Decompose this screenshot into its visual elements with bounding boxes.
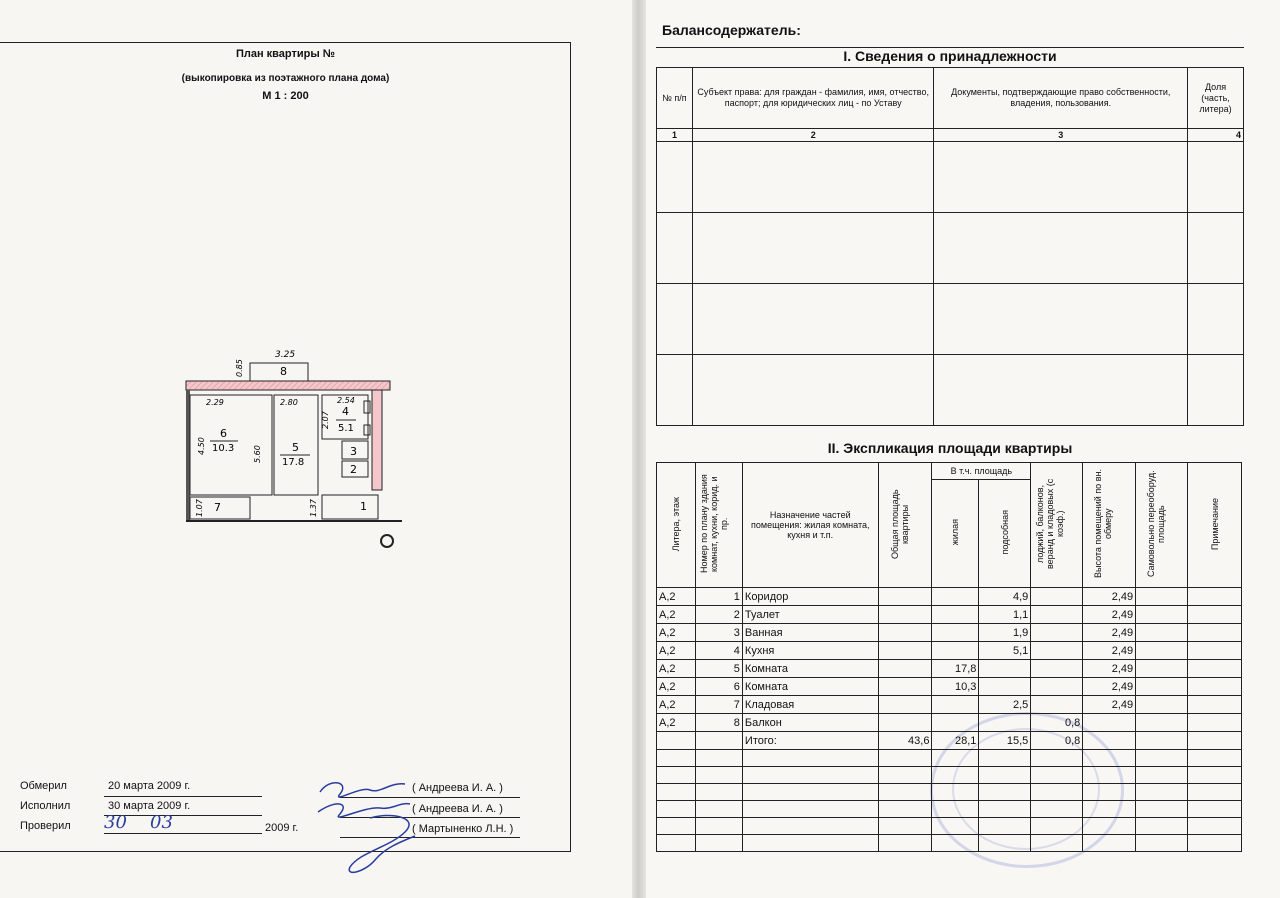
cell-total: [878, 696, 932, 714]
cell-num: 7: [695, 696, 742, 714]
room-number: 6: [220, 427, 227, 440]
cell-living: [932, 696, 979, 714]
totals-label: Итого:: [742, 732, 878, 750]
room-number: 3: [350, 445, 357, 458]
room-area: 10.3: [212, 443, 235, 454]
floor-plan-drawing: [182, 345, 402, 555]
measured-date: 20 марта 2009 г.: [108, 780, 191, 792]
col-header: № п/п: [657, 68, 693, 129]
cell-balcony: [1031, 696, 1083, 714]
room-area: 17.8: [282, 457, 305, 468]
cell-height: 2,49: [1083, 624, 1136, 642]
measured-name: ( Андреева И. А. ): [412, 782, 503, 794]
book-spine: [632, 0, 646, 898]
room-number: 1: [360, 500, 367, 513]
room-number: 4: [342, 405, 349, 418]
plan-title: План квартиры №: [235, 48, 336, 60]
cell-aux: 4,9: [979, 588, 1031, 606]
cell-name: Балкон: [742, 714, 878, 732]
col-header: Документы, подтверждающие право собственности, владения, пользования.: [934, 68, 1188, 129]
cell-total: [878, 588, 932, 606]
cell-height: 2,49: [1083, 588, 1136, 606]
cell-balcony: [1031, 588, 1083, 606]
cell-height: [1083, 714, 1136, 732]
cell-name: Кладовая: [742, 696, 878, 714]
outer-wall-left: [186, 390, 190, 520]
checked-month: 03: [150, 812, 173, 833]
cell-total: [878, 714, 932, 732]
cell-num: 5: [695, 660, 742, 678]
cell-name: Кухня: [742, 642, 878, 660]
col-header: Субъект права: для граждан - фамилия, имя, отчество, паспорт; для юридических лиц - по Уставу: [692, 68, 934, 129]
cell-num: 1: [695, 588, 742, 606]
checked-day: 30: [104, 812, 127, 833]
header-balcony: лоджий, балконов, веранд и кладовых (с коэф.): [1034, 478, 1065, 570]
cell-aux: 5,1: [979, 642, 1031, 660]
dim-label: 0.85: [235, 359, 244, 377]
dim-label: 2.29: [206, 398, 224, 407]
room-number: 7: [214, 501, 221, 514]
cell-height: 2,49: [1083, 642, 1136, 660]
table-row: [657, 624, 1242, 642]
cell-aux: [979, 660, 1031, 678]
cell-height: 2,49: [1083, 660, 1136, 678]
dim-label: 2.07: [321, 411, 330, 429]
cell-name: Комната: [742, 678, 878, 696]
dim-label: 2.80: [280, 398, 298, 407]
table-row: [657, 714, 1242, 732]
plan-subtitle: (выкопировка из поэтажного плана дома): [181, 73, 390, 84]
cell-num: 2: [695, 606, 742, 624]
table-row: [657, 588, 1242, 606]
cell-living: [932, 624, 979, 642]
outer-wall-right: [372, 390, 382, 490]
ownership-table: [656, 67, 1244, 426]
dim-label: 1.37: [309, 499, 318, 517]
dim-label: 5.60: [253, 445, 262, 463]
table-row: [657, 642, 1242, 660]
col-number: 4: [1188, 129, 1244, 142]
cell-total: [878, 642, 932, 660]
cell-name: Ванная: [742, 624, 878, 642]
cell-litera: А,2: [657, 678, 696, 696]
executed-date: 30 марта 2009 г.: [108, 800, 191, 812]
cell-height: 2,49: [1083, 606, 1136, 624]
executed-name: ( Андреева И. А. ): [412, 803, 503, 815]
header-note: Примечание: [1209, 497, 1220, 551]
cell-name: Туалет: [742, 606, 878, 624]
checked-name: ( Мартыненко Л.Н. ): [412, 823, 514, 835]
cell-litera: А,2: [657, 660, 696, 678]
room-area: 5.1: [338, 423, 354, 434]
header-height: Высота помещений по вн. обмеру: [1093, 469, 1114, 579]
dim-label: 4.50: [197, 437, 206, 455]
cell-total: [878, 678, 932, 696]
totals-row: [657, 732, 1242, 750]
room-number: 2: [350, 463, 357, 476]
cell-balcony: [1031, 624, 1083, 642]
header-purpose: Назначение частей помещения: жилая комната, кухня и т.п.: [742, 463, 878, 588]
cell-litera: А,2: [657, 714, 696, 732]
cell-num: 8: [695, 714, 742, 732]
section2-title: II. Экспликация площади квартиры: [827, 440, 1073, 456]
executed-label: Исполнил: [20, 800, 71, 812]
cell-balcony: [1031, 606, 1083, 624]
balcony-outline: [250, 363, 308, 381]
header-auxiliary: подсобная: [999, 510, 1010, 555]
cell-total: [878, 606, 932, 624]
balance-holder-label: Балансодержатель:: [662, 22, 801, 38]
col-number: 1: [657, 129, 693, 142]
totals-total: 43,6: [878, 732, 932, 750]
cell-litera: А,2: [657, 642, 696, 660]
handwritten-signature: [310, 772, 430, 882]
stairwell-marker: [381, 535, 393, 547]
cell-living: [932, 714, 979, 732]
header-litera: Литера, этаж: [670, 496, 681, 552]
cell-height: 2,49: [1083, 696, 1136, 714]
section1-title: I. Сведения о принадлежности: [843, 48, 1057, 64]
cell-aux: 2,5: [979, 696, 1031, 714]
cell-aux: [979, 714, 1031, 732]
totals-aux: 15,5: [979, 732, 1031, 750]
explication-table: [656, 462, 1242, 852]
header-number: Номер по плану здания комнат, кухни, корид. и пр.: [698, 474, 729, 574]
cell-litera: А,2: [657, 696, 696, 714]
cell-name: Коридор: [742, 588, 878, 606]
cell-total: [878, 624, 932, 642]
plan-scale: М 1 : 200: [262, 90, 309, 102]
cell-name: Комната: [742, 660, 878, 678]
cell-total: [878, 660, 932, 678]
cell-aux: 1,1: [979, 606, 1031, 624]
room-number: 5: [292, 441, 299, 454]
col-number: 2: [692, 129, 934, 142]
executed-date-line: [104, 815, 262, 816]
cell-balcony: [1031, 678, 1083, 696]
checked-year: 2009 г.: [265, 822, 299, 834]
cell-living: 10,3: [932, 678, 979, 696]
checked-label: Проверил: [20, 820, 71, 832]
col-header: Доля (часть, литера): [1188, 68, 1244, 129]
table-row: [657, 606, 1242, 624]
cell-living: [932, 606, 979, 624]
table-row: [657, 660, 1242, 678]
checked-date-line: [104, 833, 262, 834]
cell-litera: А,2: [657, 588, 696, 606]
table-row: [657, 696, 1242, 714]
totals-balcony: 0,8: [1031, 732, 1083, 750]
header-living: жилая: [950, 519, 961, 546]
cell-litera: А,2: [657, 624, 696, 642]
totals-living: 28,1: [932, 732, 979, 750]
cell-balcony: 0,8: [1031, 714, 1083, 732]
header-unauthorized: Самовольно переоборуд. площадь: [1145, 470, 1166, 578]
dim-label: 1.07: [195, 499, 204, 517]
cell-aux: 1,9: [979, 624, 1031, 642]
cell-num: 4: [695, 642, 742, 660]
room-number: 8: [280, 365, 287, 378]
cell-num: 6: [695, 678, 742, 696]
cell-balcony: [1031, 642, 1083, 660]
cell-aux: [979, 678, 1031, 696]
dim-label: 3.25: [275, 350, 296, 360]
measured-label: Обмерил: [20, 780, 67, 792]
header-incl: В т.ч. площадь: [932, 463, 1031, 480]
cell-height: 2,49: [1083, 678, 1136, 696]
cell-num: 3: [695, 624, 742, 642]
cell-balcony: [1031, 660, 1083, 678]
dim-label: 2.54: [337, 396, 355, 405]
header-total-area: Общая площадь квартиры: [890, 489, 911, 559]
cell-living: [932, 588, 979, 606]
cell-litera: А,2: [657, 606, 696, 624]
cell-living: [932, 642, 979, 660]
room-1-outline: [322, 495, 378, 519]
measured-date-line: [104, 796, 262, 797]
cell-living: 17,8: [932, 660, 979, 678]
table-row: [657, 678, 1242, 696]
col-number: 3: [934, 129, 1188, 142]
